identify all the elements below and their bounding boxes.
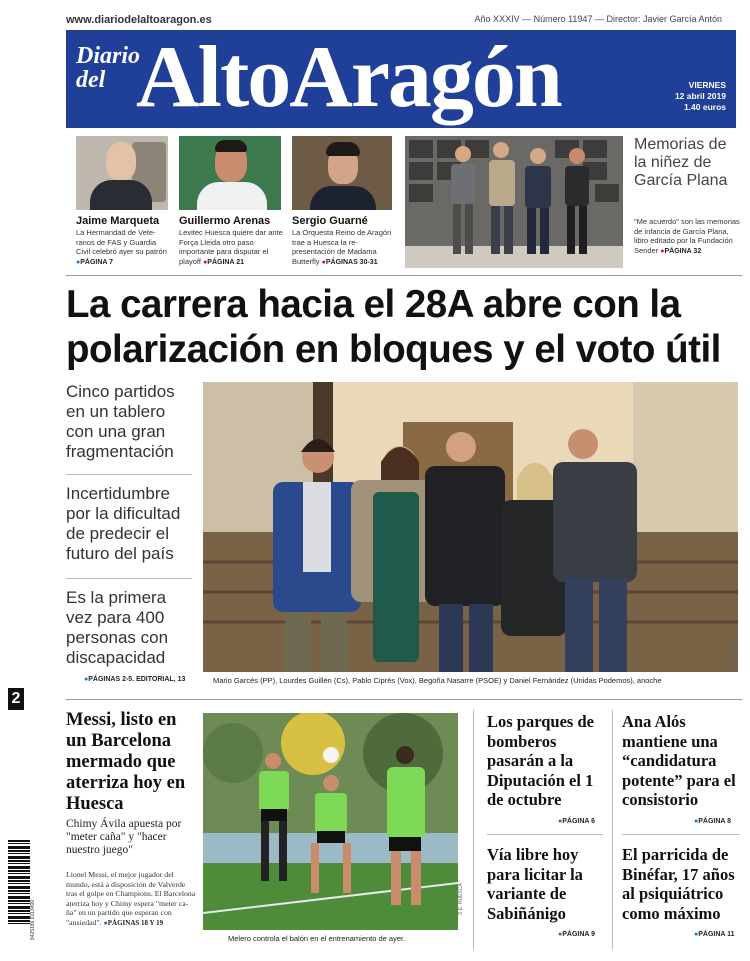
divider bbox=[487, 834, 603, 835]
divider bbox=[622, 834, 740, 835]
memorias-text: "Me acuerdo" son las memorias de infancia de García Plana, libro editado por la Fundación Sender ● PÁGINA 32 bbox=[634, 217, 740, 256]
divider bbox=[473, 710, 474, 950]
memorias-photo-drawing bbox=[405, 136, 623, 268]
brief-headline-2[interactable]: Ana Alós mantiene una “candidatura potente” para el consistorio bbox=[622, 712, 736, 809]
teaser-page-2[interactable]: ● PÁGINA 21 bbox=[203, 259, 244, 266]
divider bbox=[612, 710, 613, 950]
divider bbox=[66, 275, 742, 276]
messi-body: Lionel Messi, el mejor jugador del mundo, está a disposición de Valverde tras el golpe en Champions. El Barcelona aterriza hoy y Chimy espera "meter caña" en un partido que esperan con "ansiedad". ● PÁGINAS 18 Y 19 bbox=[66, 870, 196, 929]
messi-subhead: Chimy Ávila apuesta por "meter caña" y "hacer nuestro juego" bbox=[66, 818, 182, 856]
teaser-photo-marqueta bbox=[76, 136, 168, 210]
messi-headline[interactable]: Messi, listo en un Barcelona mermado que aterriza hoy en Huesca bbox=[66, 710, 186, 814]
brief-page-2[interactable]: ● PÁGINA 8 bbox=[694, 818, 731, 825]
memorias-title: Memorias de la niñez de García Plana bbox=[634, 136, 728, 189]
teaser-name-1: Jaime Marqueta bbox=[76, 215, 160, 227]
teaser-page-3[interactable]: ● PÁGINAS 30-31 bbox=[322, 259, 378, 266]
main-photo-drawing bbox=[203, 382, 738, 672]
messi-caption: Melero controla el balón en el entrenamiento de ayer. bbox=[228, 934, 406, 943]
memorias-page[interactable]: ● PÁGINA 32 bbox=[660, 248, 701, 255]
main-pages-link[interactable]: ● PÁGINAS 2-5. EDITORIAL, 13 bbox=[84, 676, 185, 683]
messi-photo bbox=[203, 713, 458, 930]
photo-credit-2: S.E. HUESCA bbox=[458, 883, 464, 915]
teaser-name-3: Sergio Guarné bbox=[292, 215, 368, 227]
divider bbox=[66, 578, 192, 579]
teaser-text-3: La Orquesta Reino de Aragón trae a Huesca la representación de Madama Butterfly ● PÁGINAS 30-31 bbox=[292, 228, 396, 267]
side-item-1: Cinco partidos en un tablero con una gran fragmentación bbox=[66, 382, 175, 461]
masthead-title: AltoAragón bbox=[136, 29, 561, 126]
teaser-name-2: Guillermo Arenas bbox=[179, 215, 271, 227]
main-caption: Mario Garcés (PP), Lourdes Guillén (Cs), Pablo Ciprés (Vox), Begoña Nasarre (PSOE) y Daniel Fernández (Unidas Podemos), anoche bbox=[213, 676, 662, 685]
photo-credit: RAFAEL GOBANTES bbox=[727, 640, 739, 668]
teaser-page-1[interactable]: ● PÁGINA 7 bbox=[76, 259, 113, 266]
brief-page-1[interactable]: ● PÁGINA 6 bbox=[558, 818, 595, 825]
memorias-photo bbox=[405, 136, 623, 268]
barcode-number: 8425186 8113499 bbox=[30, 900, 36, 940]
brief-headline-3[interactable]: Vía libre hoy para licitar la variante de Sabiñánigo bbox=[487, 845, 583, 923]
messi-page[interactable]: ● PÁGINAS 18 Y 19 bbox=[104, 919, 164, 927]
masthead-prefix: Diario del bbox=[76, 43, 141, 93]
messi-photo-drawing bbox=[203, 713, 458, 930]
teaser-text-2: Levitec Huesca quiere dar ante Força Lleida otro paso importante para disputar el playoff ● PÁGINA 21 bbox=[179, 228, 283, 267]
issue-info: Año XXXIV — Número 11947 — Director: Javier García Antón bbox=[474, 14, 722, 24]
main-photo bbox=[203, 382, 738, 672]
masthead-date: VIERNES 12 abril 2019 1.40 euros bbox=[674, 80, 726, 112]
teaser-photo-guarne bbox=[292, 136, 392, 210]
divider bbox=[66, 699, 742, 700]
side-item-2: Incertidumbre por la dificultad de predecir el futuro del país bbox=[66, 484, 181, 563]
barcode bbox=[8, 840, 30, 940]
teaser-text-1: La Hermandad de Veteranos de FAS y Guardia Civil celebró ayer su patrón ● PÁGINA 7 bbox=[76, 228, 168, 267]
masthead bbox=[66, 30, 736, 128]
main-headline[interactable]: La carrera hacia el 28A abre con la polarización en bloques y el voto útil bbox=[66, 283, 721, 371]
brief-headline-1[interactable]: Los parques de bomberos pasarán a la Diputación el 1 de octubre bbox=[487, 712, 594, 809]
brief-page-3[interactable]: ● PÁGINA 9 bbox=[558, 931, 595, 938]
side-item-3: Es la primera vez para 400 personas con discapacidad bbox=[66, 588, 169, 667]
brief-headline-4[interactable]: El parricida de Binéfar, 17 años al psiquiátrico como máximo bbox=[622, 845, 735, 923]
divider bbox=[66, 474, 192, 475]
section-number: 2 bbox=[8, 688, 24, 710]
brief-page-4[interactable]: ● PÁGINA 11 bbox=[694, 931, 735, 938]
website-url[interactable]: www.diariodelaltoaragon.es bbox=[66, 14, 212, 26]
teaser-photo-arenas bbox=[179, 136, 281, 210]
